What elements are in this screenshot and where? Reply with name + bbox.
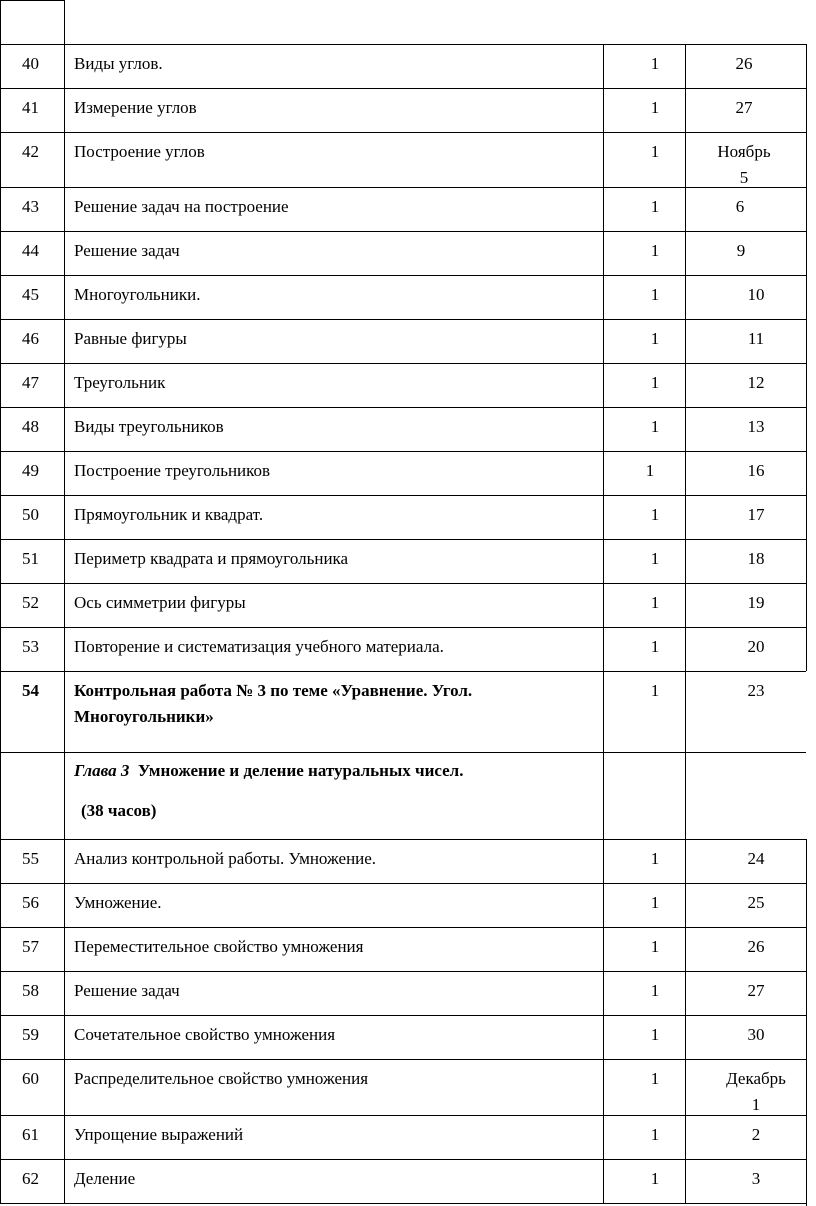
lesson-topic: Решение задач [74, 981, 180, 1000]
column-border [64, 44, 65, 1204]
lesson-hours: 1 [650, 1069, 660, 1088]
lesson-number: 43 [22, 197, 39, 216]
lesson-topic: Многоугольники. [74, 285, 201, 304]
lesson-date: 23 [747, 681, 765, 700]
lesson-hours: 1 [650, 241, 660, 260]
lesson-topic: Повторение и систематизация учебного материала. [74, 637, 444, 656]
lesson-number: 56 [22, 893, 39, 912]
chapter-hours-total: (38 часов) [81, 801, 157, 820]
lesson-hours: 1 [650, 1025, 660, 1044]
chapter-heading [74, 760, 463, 782]
lesson-hours: 1 [650, 849, 660, 868]
lesson-topic: Треугольник [74, 373, 166, 392]
lesson-hours: 1 [650, 54, 660, 73]
lesson-number: 52 [22, 593, 39, 612]
lesson-date: 27 [735, 98, 753, 117]
lesson-date: 25 [747, 893, 765, 912]
lesson-date: 26 [747, 937, 765, 956]
lesson-date: 20 [747, 637, 765, 656]
lesson-hours: 1 [645, 461, 655, 480]
column-border [0, 0, 1, 44]
lesson-topic: Решение задач на построение [74, 197, 289, 216]
column-border [64, 0, 65, 44]
lesson-date: 19 [747, 593, 765, 612]
lesson-number: 62 [22, 1169, 39, 1188]
lesson-number: 40 [22, 54, 39, 73]
lesson-number: 51 [22, 549, 39, 568]
column-border [685, 44, 686, 1204]
lesson-topic: Ось симметрии фигуры [74, 593, 246, 612]
lesson-number: 60 [22, 1069, 39, 1088]
lesson-topic: Распределительное свойство умножения [74, 1069, 369, 1088]
lesson-hours: 1 [650, 505, 660, 524]
lesson-number: 57 [22, 937, 39, 956]
lesson-topic: Переместительное свойство умножения [74, 937, 364, 956]
lesson-topic: Построение треугольников [74, 461, 271, 480]
lesson-date: 18 [747, 549, 765, 568]
lesson-topic: Равные фигуры [74, 329, 187, 348]
lesson-topic: Умножение. [74, 893, 162, 912]
lesson-hours: 1 [650, 373, 660, 392]
lesson-number: 53 [22, 637, 39, 656]
column-border [806, 44, 807, 671]
lesson-number: 45 [22, 285, 39, 304]
lesson-date: 5 [739, 168, 749, 187]
lesson-hours: 1 [650, 98, 660, 117]
lesson-topic: Контрольная работа № 3 по теме «Уравнение. Угол. [74, 681, 473, 700]
lesson-topic: Многоугольники» [74, 707, 214, 726]
lesson-date: 24 [747, 849, 765, 868]
lesson-date: 10 [747, 285, 765, 304]
lesson-date: 16 [747, 461, 765, 480]
lesson-number: 44 [22, 241, 39, 260]
lesson-topic: Прямоугольник и квадрат. [74, 505, 264, 524]
lesson-hours: 1 [650, 197, 660, 216]
lesson-number: 55 [22, 849, 39, 868]
column-border [0, 44, 1, 1204]
lesson-date: Ноябрь [717, 142, 771, 161]
lesson-number: 49 [22, 461, 39, 480]
lesson-topic: Деление [74, 1169, 136, 1188]
lesson-hours: 1 [650, 329, 660, 348]
lesson-number: 41 [22, 98, 39, 117]
lesson-hours: 1 [650, 981, 660, 1000]
lesson-hours: 1 [650, 637, 660, 656]
table-top-border [0, 0, 65, 1]
lesson-topic: Анализ контрольной работы. Умножение. [74, 849, 377, 868]
lesson-date: 30 [747, 1025, 765, 1044]
lesson-number: 48 [22, 417, 39, 436]
lesson-number: 50 [22, 505, 39, 524]
lesson-date: 26 [735, 54, 753, 73]
lesson-number: 61 [22, 1125, 39, 1144]
lesson-hours: 1 [650, 893, 660, 912]
lesson-hours: 1 [650, 681, 660, 700]
lesson-hours: 1 [650, 142, 660, 161]
lesson-date: 6 [735, 197, 745, 216]
lesson-number: 59 [22, 1025, 39, 1044]
lesson-topic: Периметр квадрата и прямоугольника [74, 549, 349, 568]
lesson-date: 11 [747, 329, 765, 348]
lesson-number: 47 [22, 373, 39, 392]
lesson-number: 54 [22, 681, 39, 700]
column-border [603, 44, 604, 1204]
lesson-date: 1 [751, 1095, 761, 1114]
lesson-date: 12 [747, 373, 765, 392]
lesson-date: 2 [751, 1125, 761, 1144]
lesson-hours: 1 [650, 1125, 660, 1144]
lesson-topic: Построение углов [74, 142, 205, 161]
lesson-topic: Сочетательное свойство умножения [74, 1025, 336, 1044]
lesson-number: 46 [22, 329, 39, 348]
lesson-date: Декабрь [726, 1069, 786, 1088]
lesson-date: 27 [747, 981, 765, 1000]
lesson-hours: 1 [650, 937, 660, 956]
lesson-date: 13 [747, 417, 765, 436]
lesson-hours: 1 [650, 285, 660, 304]
lesson-hours: 1 [650, 593, 660, 612]
chapter-number: Глава 3 [74, 761, 130, 780]
lesson-topic: Измерение углов [74, 98, 197, 117]
chapter-spacer [129, 761, 138, 780]
lesson-date: 3 [751, 1169, 761, 1188]
lesson-topic: Решение задач [74, 241, 180, 260]
lesson-hours: 1 [650, 417, 660, 436]
lesson-date: 9 [736, 241, 746, 260]
lesson-date: 17 [747, 505, 765, 524]
lesson-hours: 1 [650, 549, 660, 568]
chapter-title: Умножение и деление натуральных чисел. [137, 761, 464, 780]
lesson-number: 58 [22, 981, 39, 1000]
lesson-topic: Виды углов. [74, 54, 163, 73]
lesson-topic: Виды треугольников [74, 417, 224, 436]
lesson-hours: 1 [650, 1169, 660, 1188]
lesson-number: 42 [22, 142, 39, 161]
column-border [806, 839, 807, 1206]
lesson-topic: Упрощение выражений [74, 1125, 244, 1144]
